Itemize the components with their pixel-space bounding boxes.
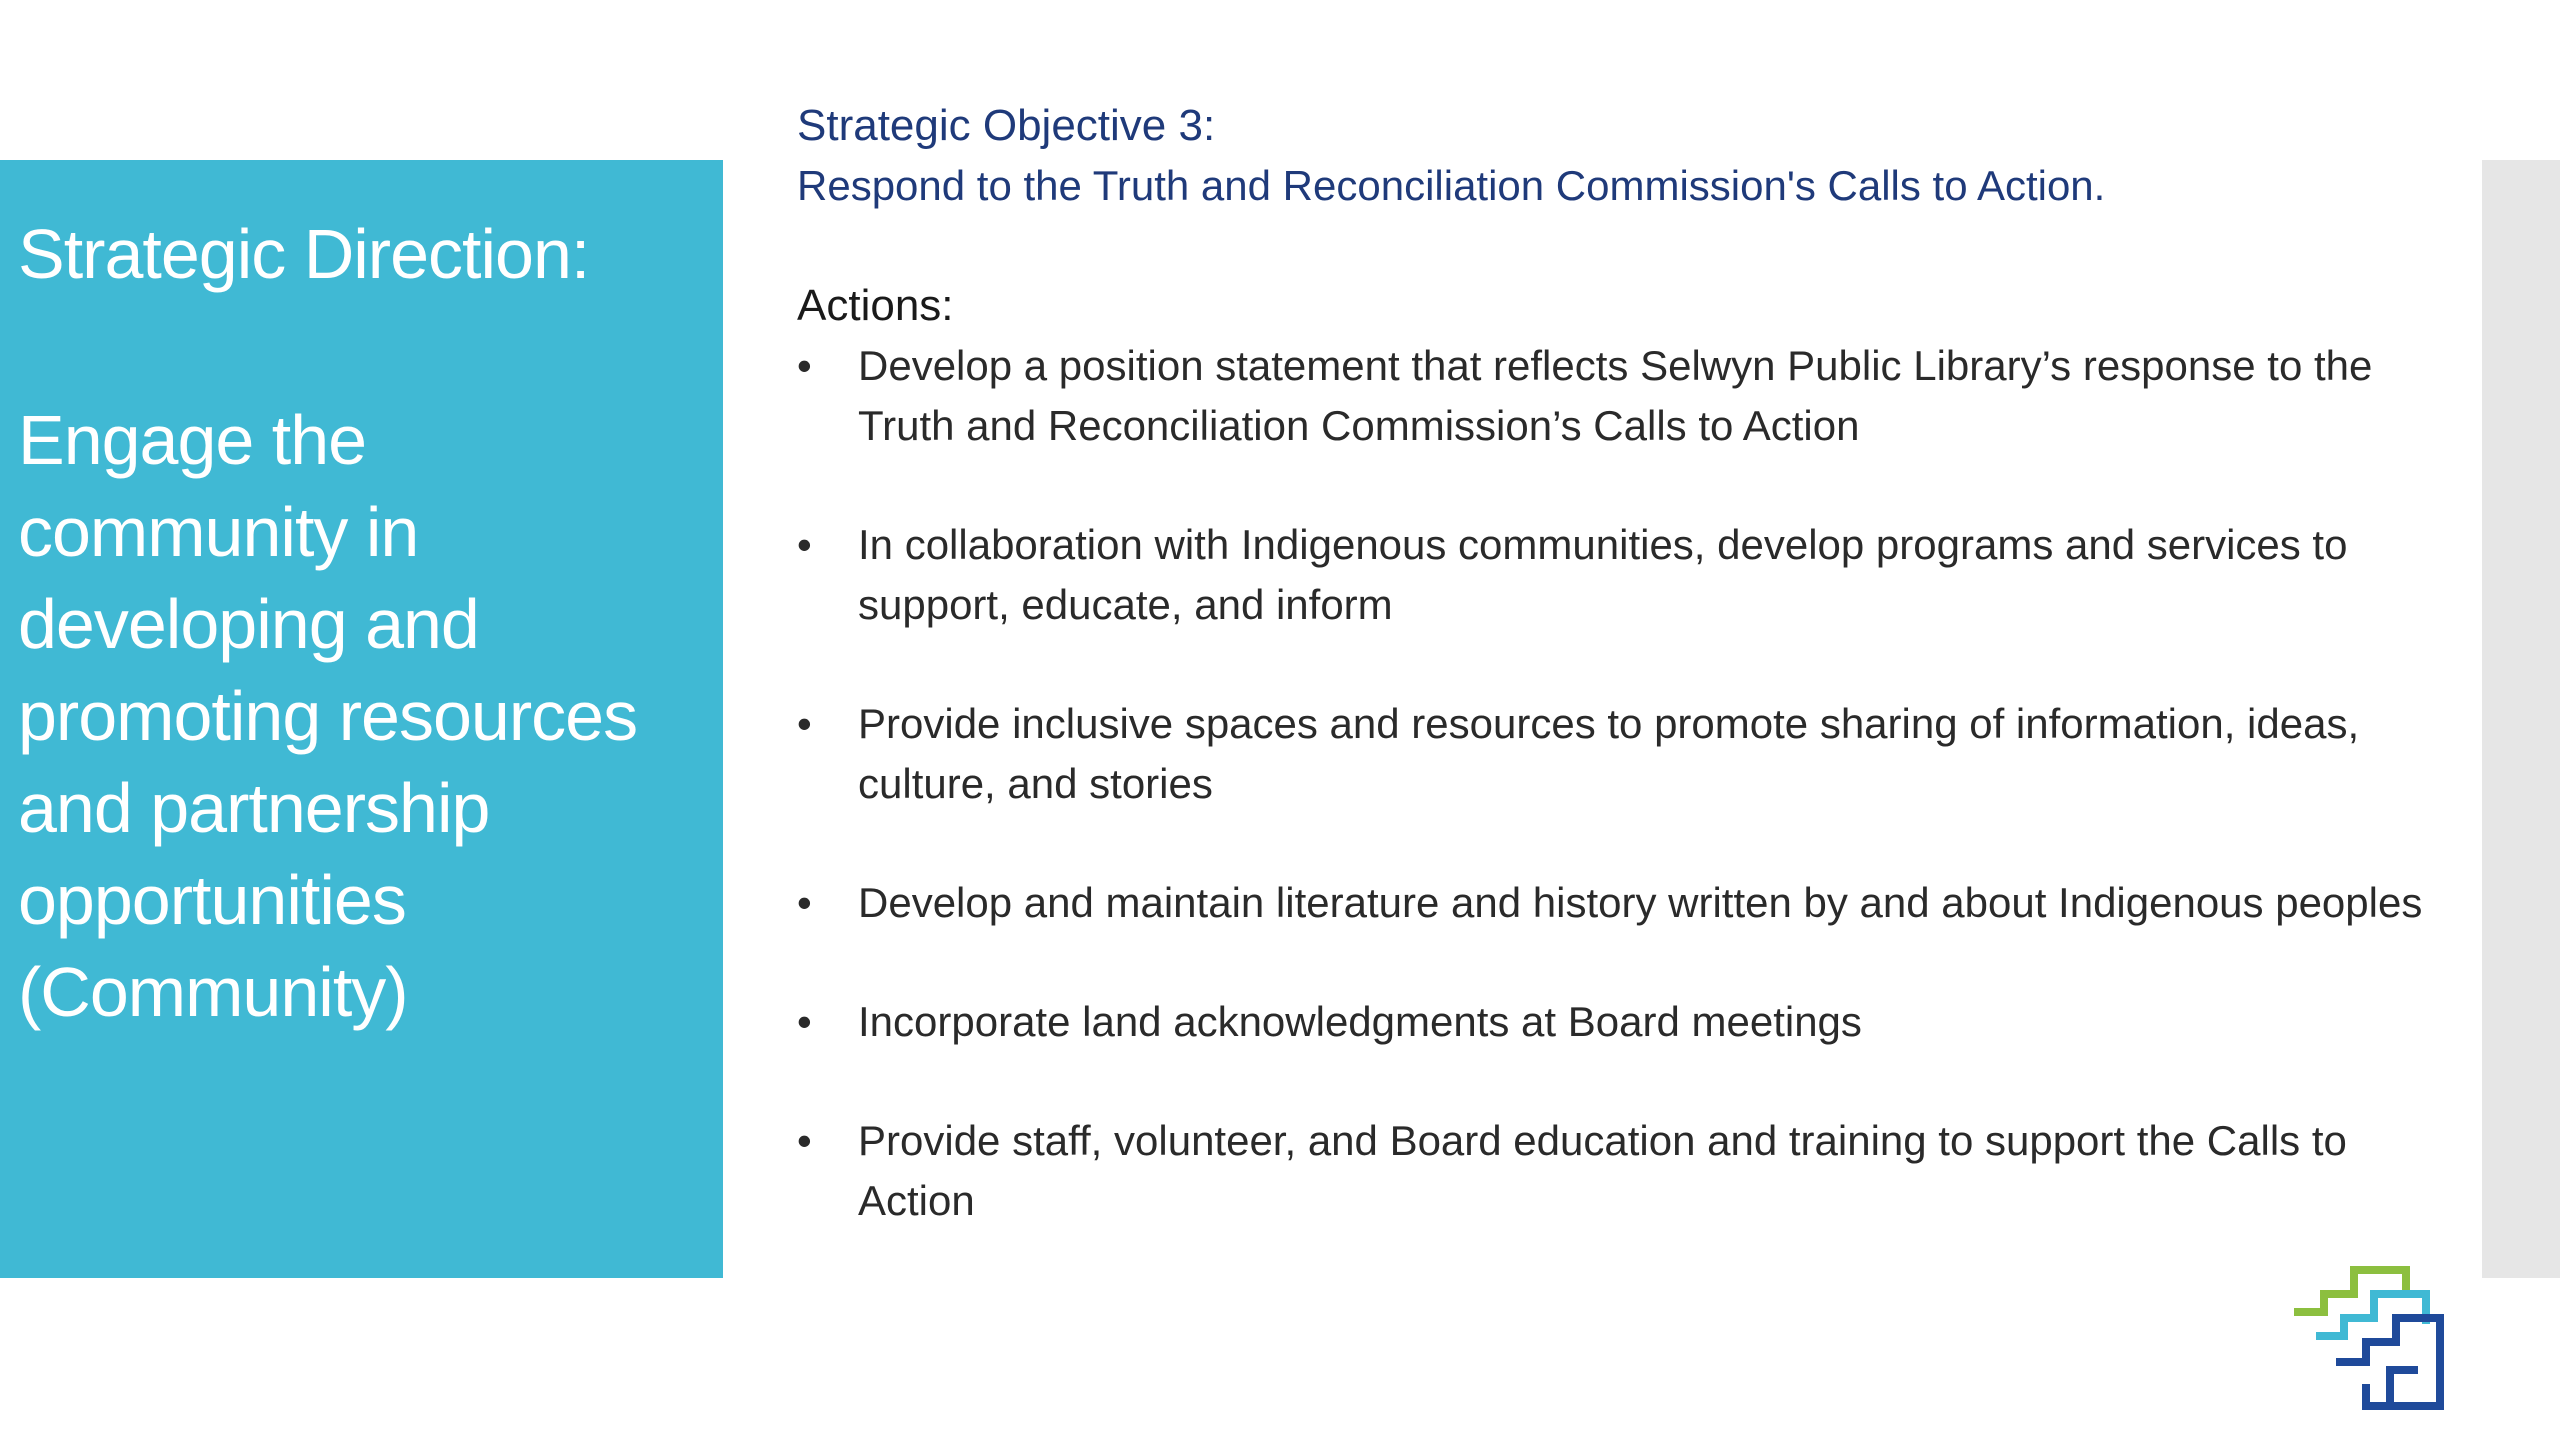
action-text: Incorporate land acknowledgments at Board meetings (858, 998, 1862, 1045)
action-item (797, 1111, 2457, 1231)
strategic-direction-heading: Strategic Direction: (18, 215, 590, 293)
selwyn-library-logo-icon (2290, 1266, 2450, 1416)
objective-text: Respond to the Truth and Reconciliation Commission's Calls to Action. (797, 162, 2106, 209)
action-text: Develop and maintain literature and history written by and about Indigenous peoples (858, 879, 2423, 926)
strategic-direction-text: Engage the community in developing and promoting resources and partnership opportunities (Community) (18, 401, 638, 1031)
logo-dark-blue-inner (2390, 1370, 2418, 1406)
action-item (797, 515, 2457, 635)
action-text: In collaboration with Indigenous communities, develop programs and services to support, educate, and inform (858, 521, 2348, 628)
actions-label: Actions: (797, 281, 954, 330)
action-item (797, 694, 2457, 814)
actions-list (797, 336, 2457, 1231)
bullet-icon: • (797, 700, 812, 747)
action-text: Provide staff, volunteer, and Board education and training to support the Calls to Action (858, 1117, 2347, 1224)
action-text: Develop a position statement that reflects Selwyn Public Library’s response to the Truth and Reconciliation Commission’s Calls to Action (858, 342, 2373, 449)
bullet-icon: • (797, 342, 812, 389)
bullet-icon: • (797, 1117, 812, 1164)
objective-content (797, 96, 2457, 1231)
action-item (797, 992, 2457, 1052)
bullet-icon: • (797, 879, 812, 926)
action-item (797, 336, 2457, 456)
action-text: Provide inclusive spaces and resources to promote sharing of information, ideas, culture, and stories (858, 700, 2360, 807)
bullet-icon: • (797, 998, 812, 1045)
bullet-icon: • (797, 521, 812, 568)
action-item (797, 873, 2457, 933)
objective-title: Strategic Objective 3: (797, 101, 1216, 150)
right-accent-strip (2482, 160, 2560, 1278)
